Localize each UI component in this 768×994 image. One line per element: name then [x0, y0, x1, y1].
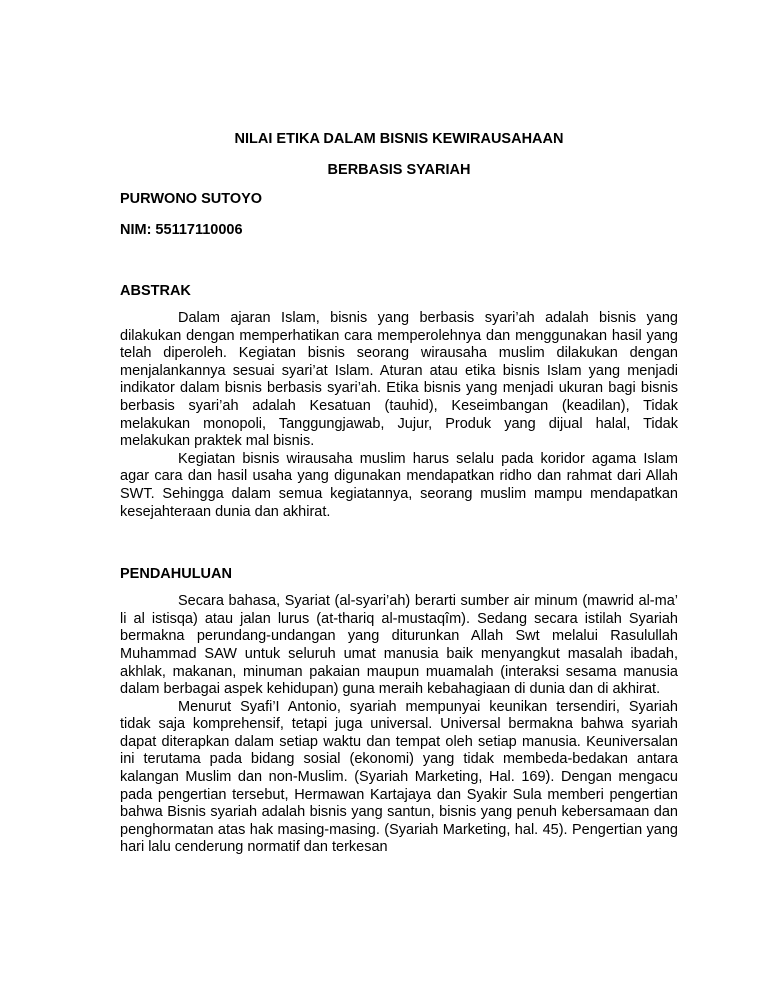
student-id: NIM: 55117110006: [120, 222, 243, 238]
introduction-section: [120, 565, 678, 857]
document-subtitle: BERBASIS SYARIAH: [327, 162, 471, 178]
author-name: PURWONO SUTOYO: [120, 191, 263, 207]
introduction-paragraph: Menurut Syafi’I Antonio, syariah mempunyai keunikan tersendiri, Syariah tidak saja komprehensif, tetapi juga universal. Universal bermakna bahwa syariah dapat diterapkan dalam setiap waktu dan tempat oleh setiap manusia. Keuniversalan ini terutama pada bidang sosial (ekonomi) yang tidak membeda-bedakan antara kalangan Muslim dan non-Muslim. (Syariah Marketing, Hal. 169). Dengan mengacu pada pengertian tersebut, Hermawan Kartajaya dan Syakir Sula memberi pengertian bahwa Bisnis syariah adalah bisnis yang santun, bisnis yang penuh kebersamaan dan penghormatan atas hak masing-masing. (Syariah Marketing, hal. 45). Pengertian yang hari lalu cenderung normatif dan terkesan: [120, 698, 678, 856]
abstract-paragraph: Kegiatan bisnis wirausaha muslim harus selalu pada koridor agama Islam agar cara dan hasil usaha yang digunakan mendapatkan ridho dan rahmat dari Allah SWT. Sehingga dalam semua kegiatannya, seorang muslim mampu mendapatkan kesejahteraan dunia dan akhirat.: [120, 450, 678, 520]
document-page: [120, 130, 678, 857]
abstract-section: [120, 282, 678, 521]
document-title: NILAI ETIKA DALAM BISNIS KEWIRAUSAHAAN: [234, 131, 564, 147]
introduction-heading: PENDAHULUAN: [120, 566, 232, 583]
abstract-heading: ABSTRAK: [120, 283, 191, 299]
abstract-paragraph: Dalam ajaran Islam, bisnis yang berbasis syari’ah adalah bisnis yang dilakukan dengan memperhatikan cara memperolehnya dan menggunakan hasil yang telah diperoleh. Kegiatan bisnis seorang wirausaha muslim dilakukan dengan menjalankannya sesuai syari’at Islam. Aturan atau etika bisnis Islam yang menjadi indikator dalam bisnis berbasis syari’ah. Etika bisnis yang menjadi ukuran bagi bisnis berbasis syari’ah adalah Kesatuan (tauhid), Keseimbangan (keadilan), Tidak melakukan monopoli, Tanggungjawab, Jujur, Produk yang dijual halal, Tidak melakukan praktek mal bisnis.: [120, 310, 678, 450]
introduction-paragraph: Secara bahasa, Syariat (al-syari’ah) berarti sumber air minum (mawrid al-ma’ li al istisqa) atau jalan lurus (at-thariq al-mustaqîm). Sedang secara istilah Syariah bermakna perundang-undangan yang diturunkan Allah Swt melalui Rasulullah Muhammad SAW untuk seluruh umat manusia baik menyangkut masalah ibadah, akhlak, makanan, minuman pakaian maupun muamalah (interaksi sesama manusia dalam berbagai aspek kehidupan) guna meraih kebahagiaan di dunia dan di akhirat.: [120, 593, 678, 698]
